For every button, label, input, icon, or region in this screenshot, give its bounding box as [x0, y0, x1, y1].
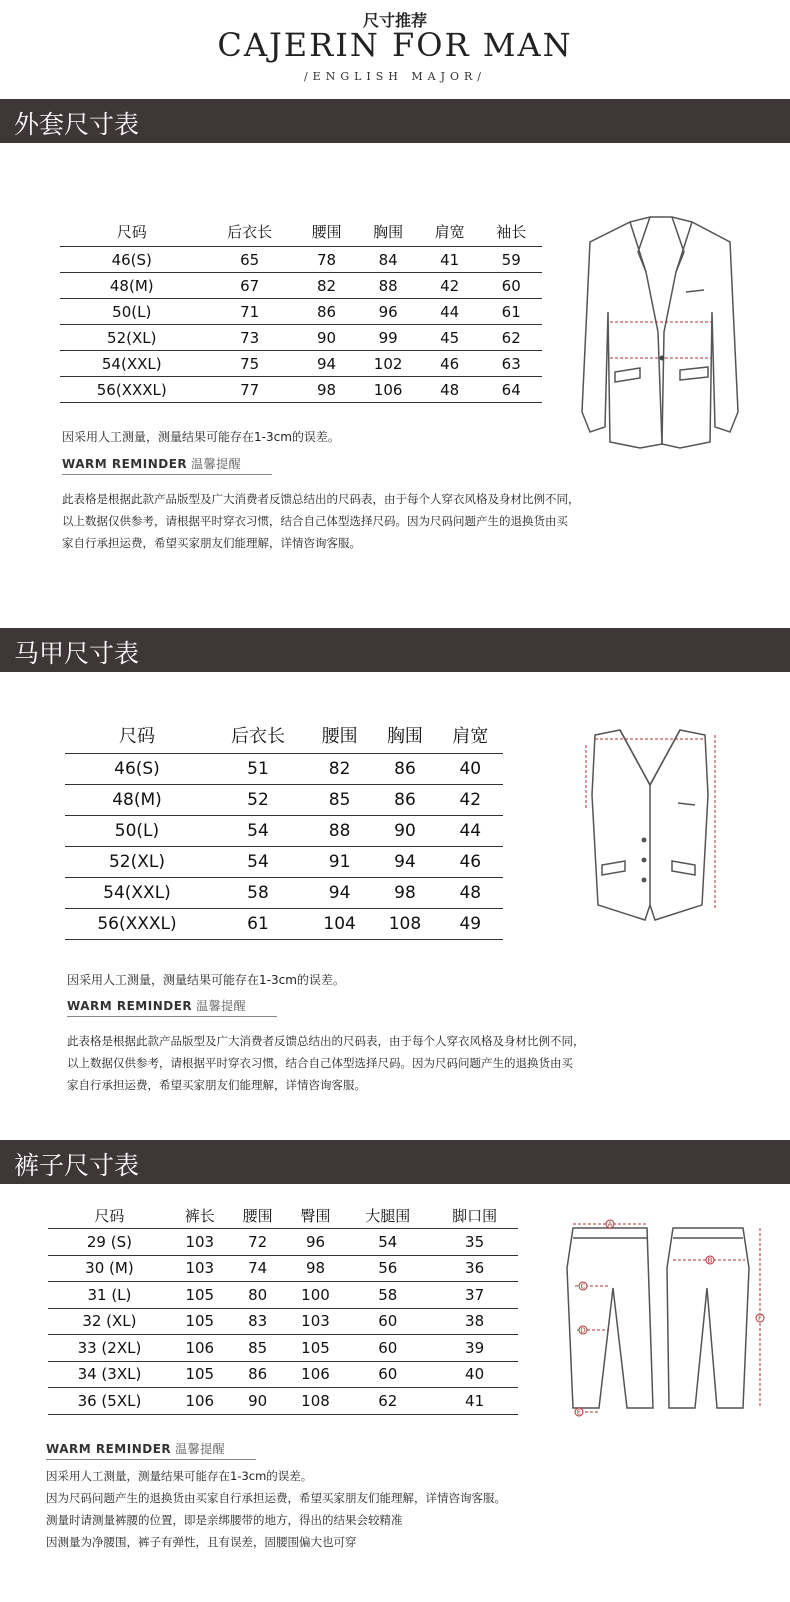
table-cell: 48	[438, 878, 503, 909]
table-cell: 96	[357, 299, 419, 325]
table-cell: 106	[171, 1388, 229, 1415]
table-row	[48, 1282, 518, 1309]
table-cell: 52(XL)	[65, 847, 209, 878]
table-cell: 42	[438, 785, 503, 816]
brand-name: CAJERIN FOR MAN	[217, 26, 573, 64]
table-cell: 80	[229, 1282, 287, 1309]
warm-reminder-cn: 温馨提醒	[196, 999, 247, 1013]
table-cell: 98	[296, 377, 358, 403]
table-cell: 42	[419, 273, 481, 299]
column-header: 腰围	[296, 216, 358, 247]
table-cell: 29 (S)	[48, 1229, 171, 1256]
table-cell: 56(XXXL)	[65, 909, 209, 940]
column-header: 后衣长	[204, 216, 296, 247]
table-cell: 77	[204, 377, 296, 403]
table-header-row	[48, 1202, 518, 1229]
pants-section-title: 裤子尺寸表	[14, 1151, 140, 1180]
table-cell: 62	[480, 325, 542, 351]
label-e: E	[576, 1408, 582, 1417]
table-cell: 71	[204, 299, 296, 325]
table-cell: 46(S)	[65, 754, 209, 785]
jacket-note: 因采用人工测量，测量结果可能存在1-3cm的误差。	[62, 430, 340, 444]
brand-subtitle: /ENGLISH MAJOR/	[303, 70, 487, 83]
table-row	[65, 785, 503, 816]
table-cell: 103	[171, 1229, 229, 1256]
table-cell: 44	[438, 816, 503, 847]
table-cell: 91	[307, 847, 372, 878]
column-header: 大腿围	[344, 1202, 431, 1229]
table-cell: 34 (3XL)	[48, 1361, 171, 1388]
table-cell: 100	[287, 1282, 345, 1309]
table-cell: 90	[229, 1388, 287, 1415]
table-cell: 105	[287, 1335, 345, 1362]
pants-section-band	[0, 1140, 790, 1184]
column-header: 后衣长	[209, 717, 307, 754]
table-cell: 50(L)	[65, 816, 209, 847]
table-row	[60, 377, 542, 403]
table-header-row	[65, 717, 503, 754]
table-cell: 58	[209, 878, 307, 909]
table-row	[60, 273, 542, 299]
jacket-warm-reminder	[62, 455, 241, 472]
column-header: 胸围	[357, 216, 419, 247]
table-cell: 36	[431, 1255, 518, 1282]
table-cell: 106	[171, 1335, 229, 1362]
table-row	[48, 1229, 518, 1256]
table-cell: 82	[296, 273, 358, 299]
table-cell: 48	[419, 377, 481, 403]
table-cell: 54	[209, 847, 307, 878]
table-row	[48, 1335, 518, 1362]
table-cell: 85	[307, 785, 372, 816]
table-cell: 73	[204, 325, 296, 351]
table-cell: 59	[480, 247, 542, 273]
column-header: 腰围	[229, 1202, 287, 1229]
table-cell: 36 (5XL)	[48, 1388, 171, 1415]
vest-note: 因采用人工测量，测量结果可能存在1-3cm的误差。	[67, 973, 345, 987]
header-title: 尺寸推荐	[362, 11, 427, 30]
table-cell: 46	[438, 847, 503, 878]
jacket-paragraph	[62, 488, 580, 554]
table-cell: 94	[296, 351, 358, 377]
paragraph-line: 以上数据仅供参考，请根据平时穿衣习惯，结合自己体型选择尺码。因为尺码问题产生的退换货由买	[62, 514, 568, 528]
table-cell: 108	[372, 909, 437, 940]
table-cell: 90	[296, 325, 358, 351]
vest-warm-reminder	[67, 997, 246, 1014]
paragraph-line: 家自行承担运费，希望买家朋友们能理解，详情咨询客服。	[67, 1078, 366, 1092]
paragraph-line: 因测量为净腰围，裤子有弹性，且有误差，固腰围偏大也可穿	[46, 1535, 357, 1549]
pants-size-table	[48, 1202, 518, 1415]
jacket-section-title: 外套尺寸表	[14, 110, 140, 139]
table-row	[60, 299, 542, 325]
table-cell: 85	[229, 1335, 287, 1362]
table-cell: 41	[419, 247, 481, 273]
column-header: 肩宽	[438, 717, 503, 754]
table-cell: 39	[431, 1335, 518, 1362]
jacket-illustration	[580, 212, 740, 452]
table-cell: 90	[372, 816, 437, 847]
vest-size-table	[65, 717, 503, 940]
table-cell: 46(S)	[60, 247, 204, 273]
vest-section-title: 马甲尺寸表	[14, 639, 140, 668]
warm-reminder-en: WARM REMINDER	[67, 999, 193, 1013]
pants-illustration	[555, 1208, 785, 1423]
table-cell: 61	[480, 299, 542, 325]
column-header: 腰围	[307, 717, 372, 754]
table-cell: 56(XXXL)	[60, 377, 204, 403]
table-cell: 96	[287, 1229, 345, 1256]
table-row	[65, 816, 503, 847]
table-cell: 78	[296, 247, 358, 273]
table-cell: 41	[431, 1388, 518, 1415]
table-cell: 48(M)	[65, 785, 209, 816]
table-cell: 82	[307, 754, 372, 785]
table-row	[48, 1255, 518, 1282]
table-row	[60, 247, 542, 273]
label-f: F	[757, 1314, 763, 1323]
warm-reminder-en: WARM REMINDER	[46, 1442, 172, 1456]
table-cell: 75	[204, 351, 296, 377]
table-cell: 46	[419, 351, 481, 377]
table-cell: 54	[209, 816, 307, 847]
column-header: 尺码	[60, 216, 204, 247]
paragraph-line: 此表格是根据此款产品版型及广大消费者反馈总结出的尺码表，由于每个人穿衣风格及身材比例不同，	[67, 1034, 585, 1048]
table-cell: 60	[344, 1335, 431, 1362]
table-cell: 65	[204, 247, 296, 273]
divider	[46, 1459, 256, 1460]
pants-warm-reminder	[46, 1440, 225, 1457]
table-cell: 84	[357, 247, 419, 273]
vest-section-band	[0, 628, 790, 672]
table-cell: 64	[480, 377, 542, 403]
table-cell: 67	[204, 273, 296, 299]
table-cell: 105	[171, 1361, 229, 1388]
column-header: 袖长	[480, 216, 542, 247]
table-cell: 72	[229, 1229, 287, 1256]
warm-reminder-cn: 温馨提醒	[191, 457, 242, 471]
table-cell: 86	[296, 299, 358, 325]
pants-paragraph	[46, 1465, 506, 1553]
table-cell: 44	[419, 299, 481, 325]
table-cell: 103	[287, 1308, 345, 1335]
divider	[67, 1016, 277, 1017]
jacket-size-table	[60, 216, 542, 403]
table-cell: 38	[431, 1308, 518, 1335]
label-a: A	[607, 1220, 613, 1229]
table-cell: 50(L)	[60, 299, 204, 325]
table-row	[48, 1361, 518, 1388]
table-cell: 108	[287, 1388, 345, 1415]
vest-illustration	[580, 725, 730, 925]
table-cell: 49	[438, 909, 503, 940]
column-header: 尺码	[48, 1202, 171, 1229]
table-cell: 88	[357, 273, 419, 299]
table-cell: 99	[357, 325, 419, 351]
table-cell: 60	[480, 273, 542, 299]
table-cell: 51	[209, 754, 307, 785]
table-cell: 45	[419, 325, 481, 351]
table-row	[60, 325, 542, 351]
table-cell: 63	[480, 351, 542, 377]
table-cell: 54(XXL)	[60, 351, 204, 377]
table-row	[48, 1388, 518, 1415]
table-cell: 48(M)	[60, 273, 204, 299]
table-cell: 40	[438, 754, 503, 785]
table-cell: 94	[372, 847, 437, 878]
table-cell: 60	[344, 1361, 431, 1388]
table-row	[65, 847, 503, 878]
table-cell: 106	[287, 1361, 345, 1388]
column-header: 尺码	[65, 717, 209, 754]
table-cell: 74	[229, 1255, 287, 1282]
table-cell: 58	[344, 1282, 431, 1309]
divider	[62, 474, 272, 475]
table-row	[65, 754, 503, 785]
paragraph-line: 因为尺码问题产生的退换货由买家自行承担运费，希望买家朋友们能理解，详情咨询客服。	[46, 1491, 506, 1505]
table-cell: 104	[307, 909, 372, 940]
table-header-row	[60, 216, 542, 247]
paragraph-line: 以上数据仅供参考，请根据平时穿衣习惯，结合自己体型选择尺码。因为尺码问题产生的退换货由买	[67, 1056, 573, 1070]
table-cell: 88	[307, 816, 372, 847]
table-cell: 98	[372, 878, 437, 909]
table-cell: 102	[357, 351, 419, 377]
table-cell: 56	[344, 1255, 431, 1282]
label-b: B	[707, 1256, 713, 1265]
paragraph-line: 此表格是根据此款产品版型及广大消费者反馈总结出的尺码表，由于每个人穿衣风格及身材比例不同，	[62, 492, 580, 506]
column-header: 臀围	[287, 1202, 345, 1229]
table-row	[65, 878, 503, 909]
table-row	[65, 909, 503, 940]
table-cell: 52(XL)	[60, 325, 204, 351]
table-cell: 30 (M)	[48, 1255, 171, 1282]
column-header: 肩宽	[419, 216, 481, 247]
table-cell: 52	[209, 785, 307, 816]
table-cell: 105	[171, 1308, 229, 1335]
table-row	[60, 351, 542, 377]
column-header: 胸围	[372, 717, 437, 754]
vest-paragraph	[67, 1030, 585, 1096]
table-cell: 54	[344, 1229, 431, 1256]
table-cell: 83	[229, 1308, 287, 1335]
table-cell: 86	[372, 754, 437, 785]
table-cell: 105	[171, 1282, 229, 1309]
table-cell: 94	[307, 878, 372, 909]
warm-reminder-cn: 温馨提醒	[175, 1442, 226, 1456]
table-cell: 40	[431, 1361, 518, 1388]
table-cell: 35	[431, 1229, 518, 1256]
table-cell: 37	[431, 1282, 518, 1309]
jacket-section-band	[0, 99, 790, 143]
warm-reminder-en: WARM REMINDER	[62, 457, 188, 471]
column-header: 裤长	[171, 1202, 229, 1229]
table-cell: 60	[344, 1308, 431, 1335]
paragraph-line: 测量时请测量裤腰的位置，即是亲绑腰带的地方，得出的结果会较精准	[46, 1513, 403, 1527]
table-cell: 31 (L)	[48, 1282, 171, 1309]
table-cell: 86	[229, 1361, 287, 1388]
label-d: D	[580, 1326, 586, 1335]
table-cell: 54(XXL)	[65, 878, 209, 909]
table-cell: 61	[209, 909, 307, 940]
paragraph-line: 家自行承担运费，希望买家朋友们能理解，详情咨询客服。	[62, 536, 361, 550]
table-cell: 98	[287, 1255, 345, 1282]
paragraph-line: 因采用人工测量，测量结果可能存在1-3cm的误差。	[46, 1469, 313, 1483]
label-c: C	[580, 1282, 586, 1291]
table-cell: 106	[357, 377, 419, 403]
table-cell: 86	[372, 785, 437, 816]
table-cell: 32 (XL)	[48, 1308, 171, 1335]
table-row	[48, 1308, 518, 1335]
table-cell: 103	[171, 1255, 229, 1282]
table-cell: 33 (2XL)	[48, 1335, 171, 1362]
column-header: 脚口围	[431, 1202, 518, 1229]
table-cell: 62	[344, 1388, 431, 1415]
